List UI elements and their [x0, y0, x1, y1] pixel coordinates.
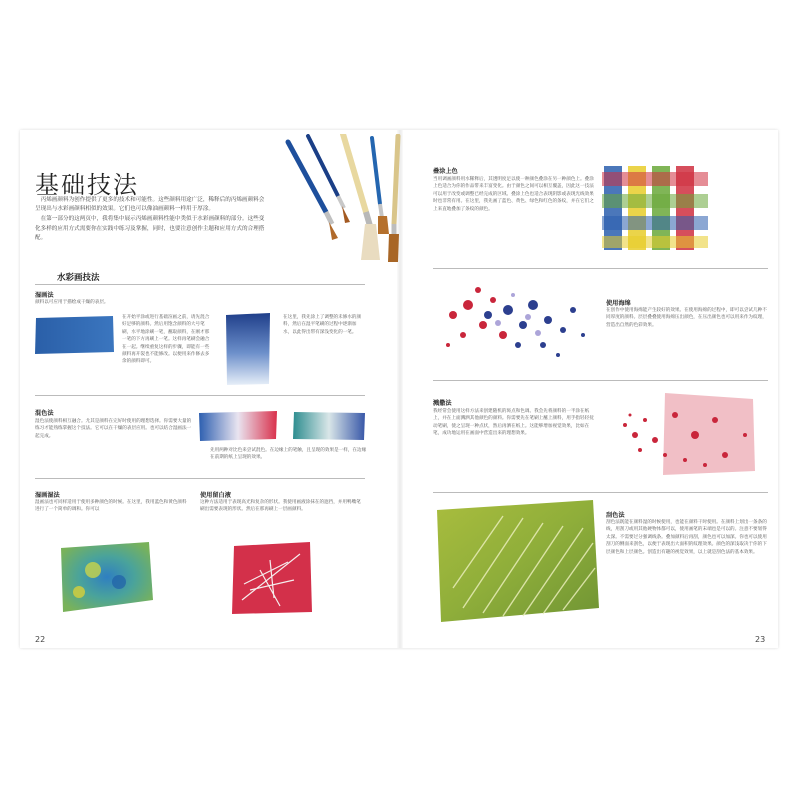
section-heading: 水彩画技法	[57, 273, 100, 283]
sponge-heading: 使用海绵	[606, 300, 631, 307]
sponge-swatch	[433, 275, 598, 370]
intro-paragraph-1: 丙烯画颜料为创作提供了更多的技术和可能性。这些颜料用途广泛，稀释后的丙烯画颜料会呈现出与水彩画颜料相似的效果。它们也可以像油画颜料一样用于厚涂。	[35, 197, 265, 213]
divider	[433, 380, 768, 381]
flat-wash-swatch	[33, 314, 115, 356]
blending-caption: 先用两种对比色来尝试混色。在边缘上的笔触，且呈现的效果是一样，在边缘在前期的纸上呈现的效果。	[210, 448, 367, 461]
blend-swatch-2	[292, 410, 366, 442]
graded-wash-text: 在这里，我先涂上了调整的未修水的颜料，然后在湿平笔刷的过程中逐渐加水，以此得出带有深浅变化的一笔。	[283, 315, 362, 335]
divider	[433, 268, 768, 269]
spatter-swatch	[605, 385, 765, 483]
sponge-text: 在创作中使用海绵能产生较好的效果。在使用海绵的过程中，即可以尝试几种不同厚度的颜料。层层叠叠使用海绵压出颜色，在压出颜色也可以用来作为纹理，营造出自然的色彩效果。	[606, 308, 767, 328]
divider	[35, 395, 365, 396]
brush-2	[308, 136, 350, 223]
flat-wash-subtitle: 颜料以可应用于描绘成干燥的表层。	[35, 300, 109, 305]
masking-swatch	[230, 540, 314, 616]
wet-in-wet-heading: 湿画湿法	[35, 492, 60, 499]
brush-4	[372, 138, 389, 234]
page-title: 基础技法	[35, 171, 139, 199]
page-number-right: 23	[755, 635, 766, 644]
divider	[35, 284, 365, 285]
spatter-text: 我经常会使用这样方法来创建随机的斑点和色调。我会先将颜料的一半涂在纸上，并在上面溅洒其他颜色的颜料。你需要先在笔刷上蘸上颜料，用手指轻轻抚动笔刷，使之呈现一种点状，然后再洒在纸上。这能够增加视觉效果，比如在笔，成功地运用在画面中营造出来的理想效果。	[433, 409, 594, 437]
blending-text: 湿色法使颜料相互融合。尤其是颜料在完好时使用的理想选择。你需要大量的练习才能熟练掌握这个技法。它可以在干燥的表层应用。也可以结合湿画法一起完成。	[35, 419, 192, 439]
intro-text	[35, 196, 265, 244]
paintbrushes-image	[268, 134, 408, 274]
page-number-left: 22	[35, 635, 46, 644]
intro-paragraph-2: 在第一部分的这两页中，我将集中展示丙烯画颜料性能中类似于水彩画颜料的部分。这些变化多样的应用方式需要你在实践中练习及掌握，同时，也要注意创作主题和应用方式的合理搭配。	[35, 216, 265, 241]
spatter-heading: 溅撒法	[433, 400, 452, 407]
masking-heading: 使用留白液	[200, 492, 231, 499]
divider	[35, 478, 365, 479]
flat-wash-heading: 湿画法	[35, 292, 54, 299]
wet-in-wet-swatch	[55, 540, 155, 614]
scraping-swatch	[433, 498, 601, 624]
graded-wash-swatch	[224, 312, 272, 386]
brush-5	[388, 136, 399, 262]
glazing-swatch	[600, 162, 712, 254]
blend-swatch-1	[198, 410, 278, 442]
brush-1	[288, 142, 338, 240]
divider	[433, 492, 768, 493]
scraping-text: 刮色法既能在颜料湿的时候使用，也能在颜料干时使用。在颜料上划出一条条的线，用刮刀或用其他硬物体都可以，使用画笔的末端也是可以的。注意不要划得太深。不需要过分强调线条。叠加颜料后再刮，颜色也可以加深。你也可以使用刮刀的侧面来刮色，以便于表现出大面积的纹理效果。颜色的深浅取决于你的下层颜色和上层颜色。创造出有趣的视觉效果，以上就是刮色法的基本效果。	[606, 520, 767, 555]
blending-heading: 混色法	[35, 410, 54, 417]
masking-text: 这种方法适用于表现高光和复杂的形状。我使用画液涂抹在的遮挡，并用鸭嘴笔刷出需要表现的形状。然后在那再刷上一层画颜料。	[200, 500, 361, 513]
scraping-heading: 刮色法	[606, 512, 625, 519]
glazing-text: 当用调画颜料用水稀释后，其透明度足以使一种颜色叠涂在另一种颜色上。叠涂上色适合为你的作品带来丰富变化。由于颜色之间可以相互覆盖，因此这一技法可以用于改变或调整已经完成的区域。叠涂上色也适合表现阴影或表现光线效果时也非常有用。在这里，我先画了蓝色、黄色、绿色和红色的条纹，并在它们之上来直地叠加了条纹的颜色。	[433, 177, 594, 212]
wet-in-wet-text: 湿画法也可同样适用于使用多种颜色的时候。在这里，我用蓝色和黄色颜料进行了一个简单的调和。你可以	[35, 500, 187, 513]
glazing-heading: 叠涂上色	[433, 168, 458, 175]
flat-wash-text: 在开始平涂或进行基础渲画之前，请先混合好足够的颜料。然后用饱含颜料的大号笔刷，水平地涂刷一笔，蘸取颜料，在刚才那一笔的下方再刷上一笔。这样再笔刷会融合在一起。继续重复这样的步骤，即能有一些颜料再开裂也不能修改。以便用来作修去多余的颜料即可。	[122, 315, 210, 365]
